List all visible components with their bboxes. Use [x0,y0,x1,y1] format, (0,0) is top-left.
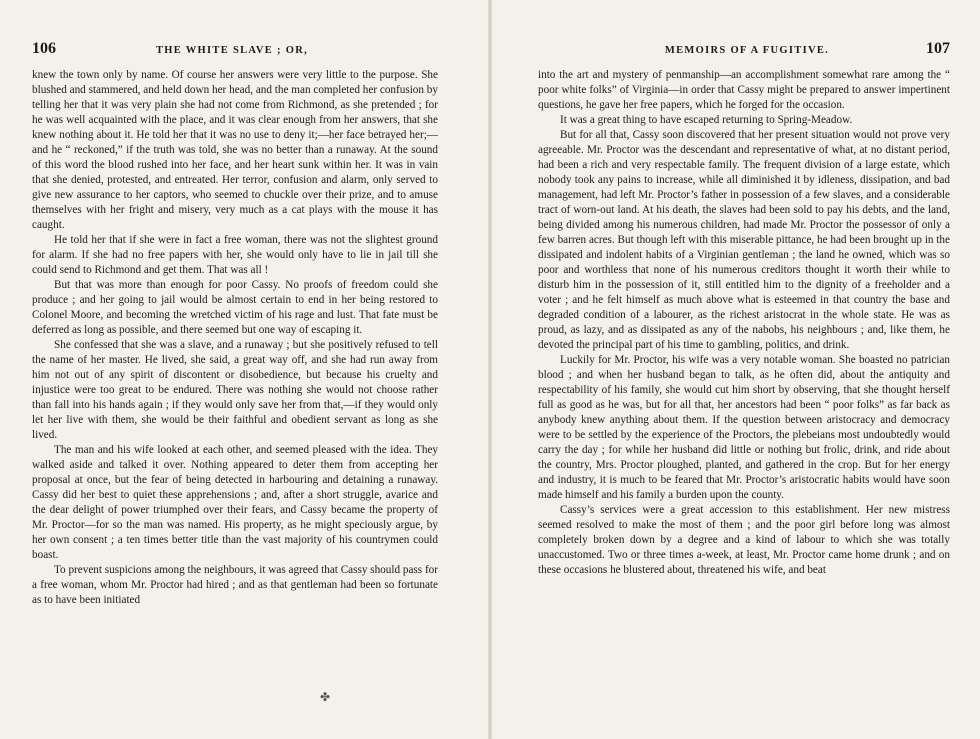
paragraph: But for all that, Cassy soon discovered that her present situation would not prove very agreeable. Mr. Proctor was the descendant and representative of what, at no distant period, had been a rich and very respectable family. The frequent division of a large estate, which nobody took any pains to increase, while all diminished it by idleness, dissipation, and bad management, had left Mr. Proctor’s father in possession of a few slaves, and a considerable tract of worn-out land. At his death, the slaves had been sold to pay his debts, and the land, being divided among his numerous children, had made Mr. Proctor the possessor of only a few barren acres. But though left with this miserable pittance, he had been brought up in the dissipated and indolent habits of a Virginian gentleman ; the land he owned, which was so poor and worthless that none of his numerous creditors thought it worth their while to disturb him in the possession of it, still entitled him to the dignity of a freeholder and a voter ; and he felt himself as much above what is esteemed in that country the base and degraded condition of a labourer, as the richest aristocrat in the whole state. He was as proud, as lazy, and as dissipated as any of the nabobs, his neighbours ; and, like them, he devoted the principal part of his time to gambling, politics, and drink. [538,129,950,351]
paragraph: knew the town only by name. Of course her answers were very little to the purpose. She blushed and stammered, and held down her head, and the man completed her confusion by telling her that it was very plain she had not come from Richmond, as she pretended ; for he was well acquainted with the place, and it was clear enough from her answers, that she knew nothing about it. He told her that it was no use to deny it;—her face betrayed her;—and he “ reckoned,” if the truth was told, she was no better than a runaway. At the sound of this word the blood rushed into her face, and her heart sunk within her. It was in vain that she denied, protested, and entreated. Her terror, confusion and alarm, only served to give new assurance to her captors, who seemed to chuckle over their prize, and to amuse themselves with her fright and misery, very much as a cat plays with the mouse it has caught. [32,69,438,231]
ornament-icon: ✤ [320,690,331,704]
right-page-header [538,40,950,62]
paragraph: Cassy’s services were a great accession to this establishment. Her new mistress seemed resolved to make the most of them ; and the poor girl before long was almost completely broken down by a degree and a kind of labour to which she was totally unaccustomed. Two or three times a-week, at least, Mr. Proctor came home drunk ; and on these occasions he blustered about, threatened his wife, and beat [538,504,950,576]
paragraph: The man and his wife looked at each other, and seemed pleased with the idea. They walked aside and talked it over. Nothing appeared to deter them from accepting her proposal at once, but the fear of being detected in harbouring and detaining a runaway. Cassy did her best to quiet these apprehensions ; and, after a short struggle, avarice and the dear delight of power triumphed over their fears, and Cassy became the property of Mr. Proctor—for so the man was named. His property, as he might speciously argue, by her own consent ; a ten times better title than the vast majority of his countrymen could boast. [32,444,438,561]
right-page [490,0,980,739]
paragraph: It was a great thing to have escaped returning to Spring-Meadow. [560,114,853,126]
right-page-body [538,68,950,578]
right-running-title: MEMOIRS OF A FUGITIVE. [664,45,830,56]
paragraph: But that was more than enough for poor Cassy. No proofs of freedom could she produce ; and her going to jail would be almost certain to end in her being restored to Colonel Moore, and becoming the wretched victim of his rage and lust. That fate must be deferred as long as possible, and there seemed but one way of escaping it. [32,279,438,336]
right-page-number: 107 [926,40,950,57]
paragraph: into the art and mystery of penmanship—an accomplishment somewhat rare among the “ poor white folks” of Virginia—in order that Cassy might be prepared to answer impertinent questions, he gave her free papers, which he forged for the occasion. [538,69,950,111]
left-page-body [32,68,438,608]
left-running-title: THE WHITE SLAVE ; OR, [155,45,309,56]
paragraph: To prevent suspicions among the neighbours, it was agreed that Cassy should pass for a free woman, whom Mr. Proctor had hired ; and as that gentleman had been so fortunate as to have been initiated [32,564,438,606]
paragraph: Luckily for Mr. Proctor, his wife was a very notable woman. She boasted no patrician blood ; and when her husband began to talk, as he often did, about the antiquity and respectability of his family, she would cut him short by observing, that she thought herself full as good as he was, but for all that, her ancestors had been “ poor folks” as far back as anybody knew anything about them. If the question between aristocracy and democracy were to be settled by the experience of the Proctors, the plebeians most undoubtedly would carry the day ; for while her husband did little or nothing but frolic, drink, and ride about the country, Mrs. Proctor ploughed, planted, and gathered in the crop. But for her energy and industry, it is much to be feared that Mr. Proctor’s aristocratic habits would have soon made himself and his family a burden upon the county. [538,354,950,501]
left-page-header [32,40,438,62]
left-page-number: 106 [32,40,56,57]
paragraph: She confessed that she was a slave, and a runaway ; but she positively refused to tell the name of her master. He lived, she said, a great way off, and she had run away from him not out of any spirit of discontent or disobedience, but because his cruelty and injustice were too great to be endured. There was nothing she would not choose rather than fall into his hands again ; if they would only save her from that,—if they would only let her live with them, she would be their faithful and obedient servant as long as she lived. [32,339,438,441]
paragraph: He told her that if she were in fact a free woman, there was not the slightest ground for alarm. If she had no free papers with her, she would only have to lie in jail till she could send to Richmond and get them. That was all ! [32,234,438,276]
